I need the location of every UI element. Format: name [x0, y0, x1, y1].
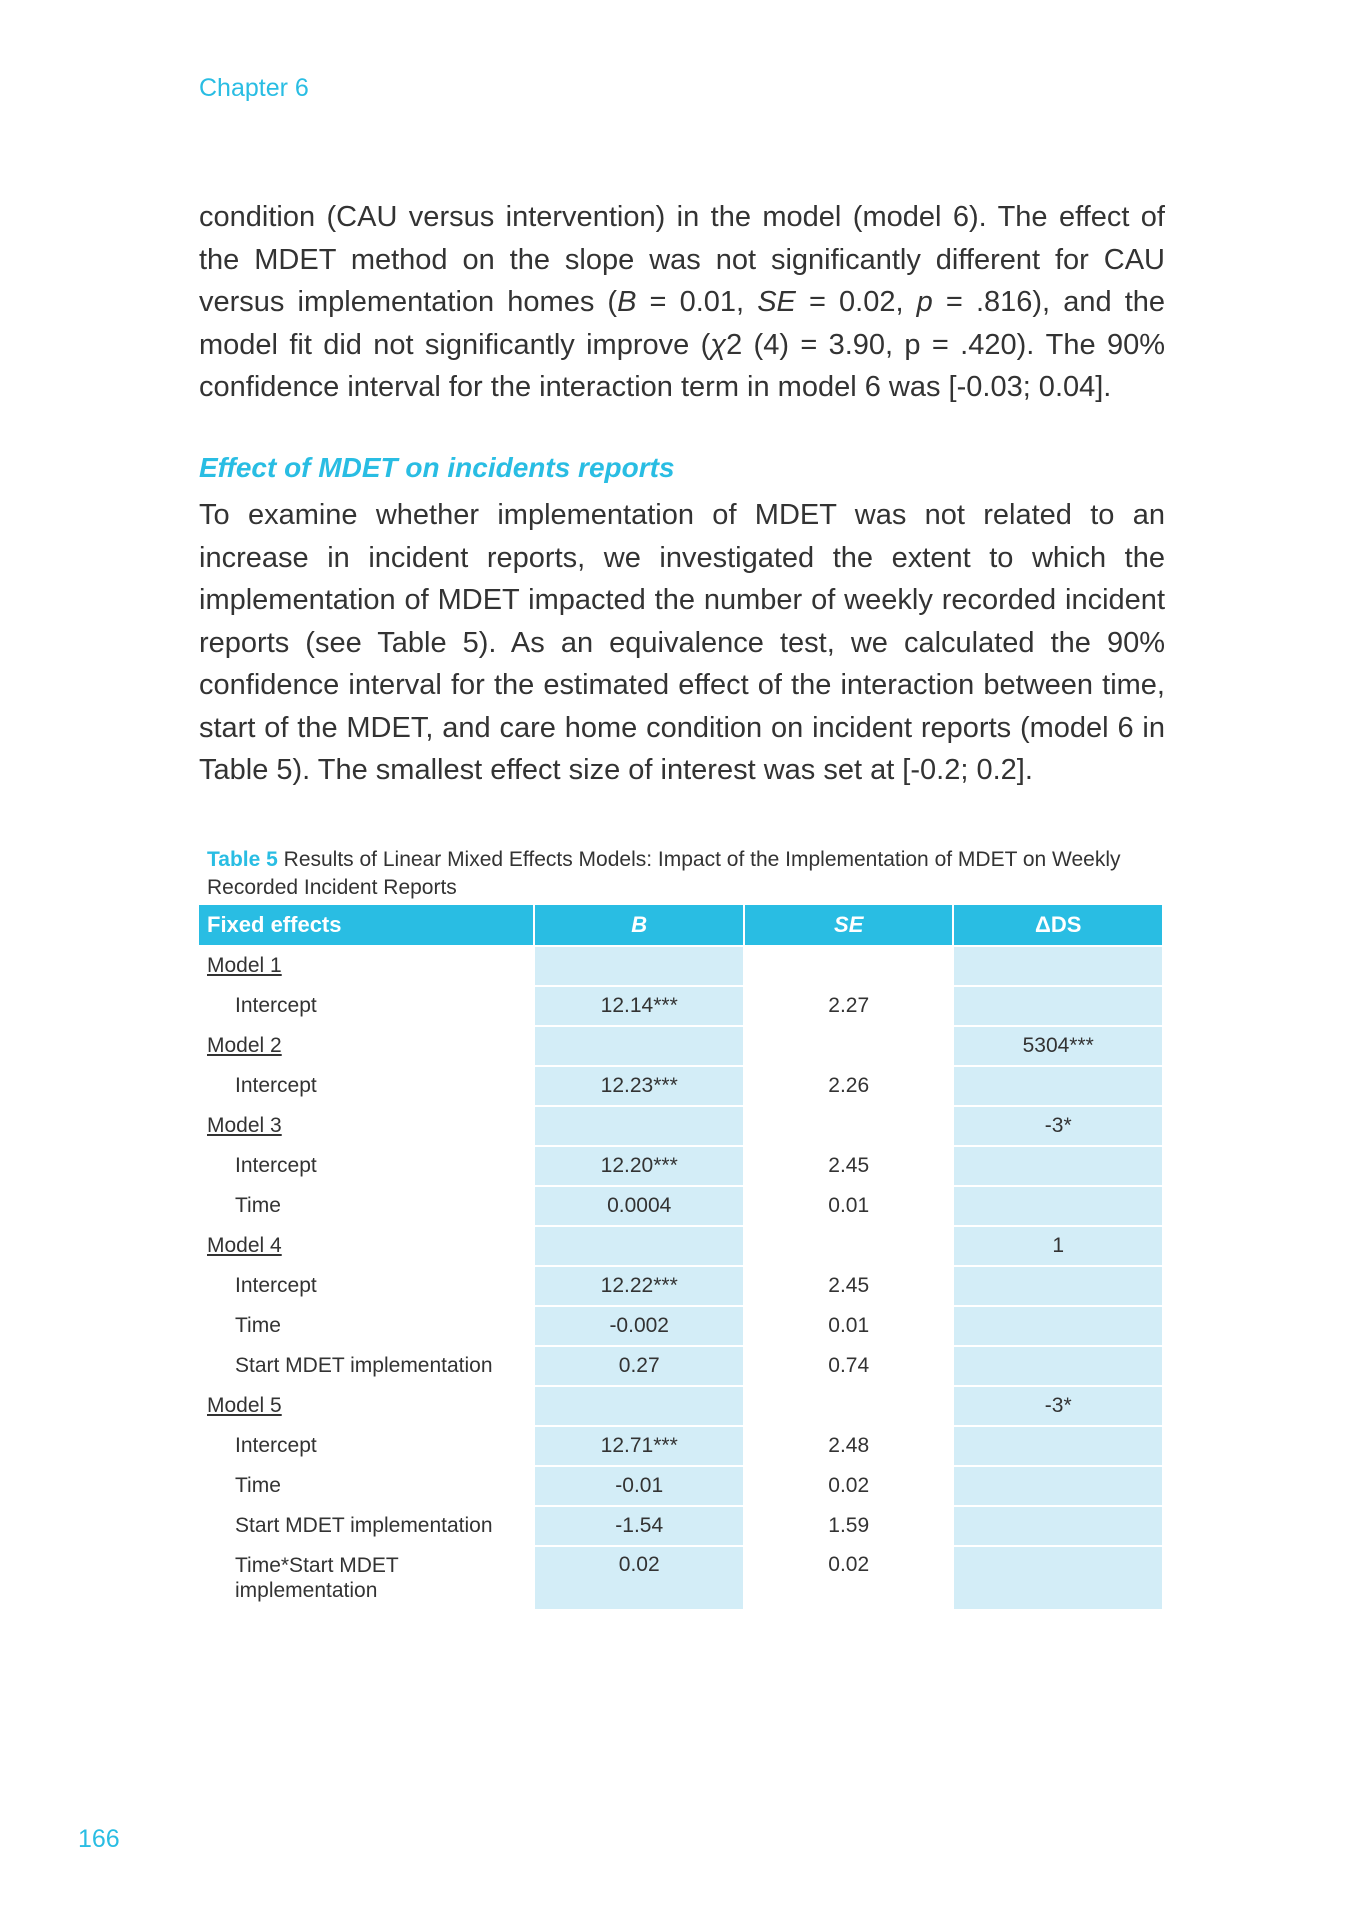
cell-se	[745, 1387, 952, 1425]
cell-ds	[954, 987, 1162, 1025]
cell-b: 12.23***	[535, 1067, 743, 1105]
cell-b: 12.22***	[535, 1267, 743, 1305]
table-row	[199, 1107, 1162, 1145]
cell-b: -0.01	[535, 1467, 743, 1505]
table-caption-text: Results of Linear Mixed Effects Models: Impact of the Implementation of MDET on Weekly Recorded Incident Reports	[207, 848, 1121, 899]
cell-se: 2.45	[828, 1274, 870, 1297]
cell-se	[745, 1107, 952, 1145]
cell-b: 12.20***	[535, 1147, 743, 1185]
row-label: Start MDET implementation	[235, 1514, 493, 1537]
table-row	[199, 987, 1162, 1025]
table-row	[199, 1347, 1162, 1385]
cell-se: 0.01	[828, 1194, 870, 1217]
table-row	[199, 947, 1162, 985]
cell-ds: 1	[954, 1227, 1162, 1265]
table-row	[199, 1187, 1162, 1225]
row-label: Intercept	[235, 1434, 317, 1457]
cell-se: 2.26	[828, 1074, 870, 1097]
cell-se: 0.01	[828, 1314, 870, 1337]
table-row	[199, 1227, 1162, 1265]
chi-value-text: 2 (4) = 3.90, p = .420). The 90% confidence interval for the interaction term in model 6 was [-0.03; 0.04].	[199, 328, 1165, 403]
row-label: Intercept	[235, 1274, 317, 1297]
cell-ds	[954, 1547, 1162, 1609]
cell-b: 12.14***	[535, 987, 743, 1025]
se-symbol: SE	[757, 286, 796, 318]
table-row	[199, 1427, 1162, 1465]
row-label: Model 1	[207, 954, 282, 977]
cell-b	[535, 1387, 743, 1425]
table-row	[199, 1467, 1162, 1505]
cell-ds: -3*	[954, 1107, 1162, 1145]
row-label: Start MDET implementation	[235, 1354, 493, 1377]
table-row	[199, 1507, 1162, 1545]
table-row	[199, 1307, 1162, 1345]
header-se: SE	[745, 905, 952, 945]
header-delta-ds: ΔDS	[954, 905, 1162, 945]
cell-b: 0.02	[535, 1547, 743, 1609]
row-label: Intercept	[235, 994, 317, 1017]
row-label: Intercept	[235, 1074, 317, 1097]
cell-b	[535, 1227, 743, 1265]
cell-ds: -3*	[954, 1387, 1162, 1425]
cell-ds	[954, 1507, 1162, 1545]
table-row	[199, 1027, 1162, 1065]
table-row	[199, 1067, 1162, 1105]
cell-se: 0.02	[828, 1553, 870, 1576]
page-number: 166	[78, 1825, 120, 1853]
row-label: Model 5	[207, 1394, 282, 1417]
cell-se: 2.48	[828, 1434, 870, 1457]
table-header-row	[199, 905, 1162, 945]
cell-b	[535, 1107, 743, 1145]
section-heading: Effect of MDET on incidents reports	[199, 452, 675, 483]
cell-ds	[954, 1187, 1162, 1225]
p-symbol: p	[916, 286, 933, 318]
table-row	[199, 1387, 1162, 1425]
header-b: B	[535, 905, 743, 945]
row-label: Time	[235, 1474, 281, 1497]
results-table	[197, 903, 1164, 1611]
cell-ds	[954, 947, 1162, 985]
table-caption-label: Table 5	[207, 848, 278, 871]
cell-ds	[954, 1267, 1162, 1305]
cell-b: 0.0004	[535, 1187, 743, 1225]
row-label: Intercept	[235, 1154, 317, 1177]
b-value-text: = 0.01,	[636, 286, 758, 318]
b-symbol: B	[617, 286, 637, 318]
row-label: Time	[235, 1314, 281, 1337]
cell-ds	[954, 1067, 1162, 1105]
cell-ds	[954, 1147, 1162, 1185]
body-paragraph-2	[199, 494, 1165, 792]
cell-b: -1.54	[535, 1507, 743, 1545]
row-label: Model 3	[207, 1114, 282, 1137]
header-fixed-effects: Fixed effects	[199, 905, 533, 945]
cell-ds	[954, 1467, 1162, 1505]
row-label: Model 2	[207, 1034, 282, 1057]
cell-se: 0.74	[828, 1354, 870, 1377]
cell-b	[535, 947, 743, 985]
cell-ds: 5304***	[954, 1027, 1162, 1065]
cell-b: 12.71***	[535, 1427, 743, 1465]
row-label: Time	[235, 1194, 281, 1217]
body-paragraph-1	[199, 196, 1165, 409]
cell-ds	[954, 1427, 1162, 1465]
table-row	[199, 1547, 1162, 1609]
cell-se	[745, 1227, 952, 1265]
row-label: Time*Start MDET implementation	[235, 1554, 399, 1602]
table-row	[199, 1267, 1162, 1305]
cell-ds	[954, 1347, 1162, 1385]
cell-se: 0.02	[828, 1474, 870, 1497]
cell-se: 1.59	[828, 1514, 870, 1537]
cell-b: 0.27	[535, 1347, 743, 1385]
cell-b	[535, 1027, 743, 1065]
cell-ds	[954, 1307, 1162, 1345]
chi-symbol: χ	[710, 328, 727, 361]
row-label: Model 4	[207, 1234, 282, 1257]
cell-se: 2.27	[828, 994, 870, 1017]
cell-se: 2.45	[828, 1154, 870, 1177]
cell-se	[745, 947, 952, 985]
section-paragraph: To examine whether implementation of MDET was not related to an increase in incident reports, we investigated the extent to which the implementation of MDET impacted the number of weekly recorded incident reports (see Table 5). As an equivalence test, we calculated the 90% confidence interval for the estimated effect of the interaction between time, start of the MDET, and care home condition on incident reports (model 6 in Table 5). The smallest effect size of interest was set at [-0.2; 0.2].	[199, 499, 1165, 786]
cell-b: -0.002	[535, 1307, 743, 1345]
table-caption	[207, 846, 1127, 902]
paragraph-1-text: condition (CAU versus intervention) in the model (model 6). The effect of the MDET method on the slope was not significantly different for CAU versus implementation homes (	[199, 201, 1165, 318]
table-row	[199, 1147, 1162, 1185]
se-value-text: = 0.02,	[795, 286, 917, 318]
p-value-text: = .816), and the model fit did not significantly improve (	[199, 286, 1166, 361]
chapter-header: Chapter 6	[199, 74, 309, 102]
cell-se	[745, 1027, 952, 1065]
